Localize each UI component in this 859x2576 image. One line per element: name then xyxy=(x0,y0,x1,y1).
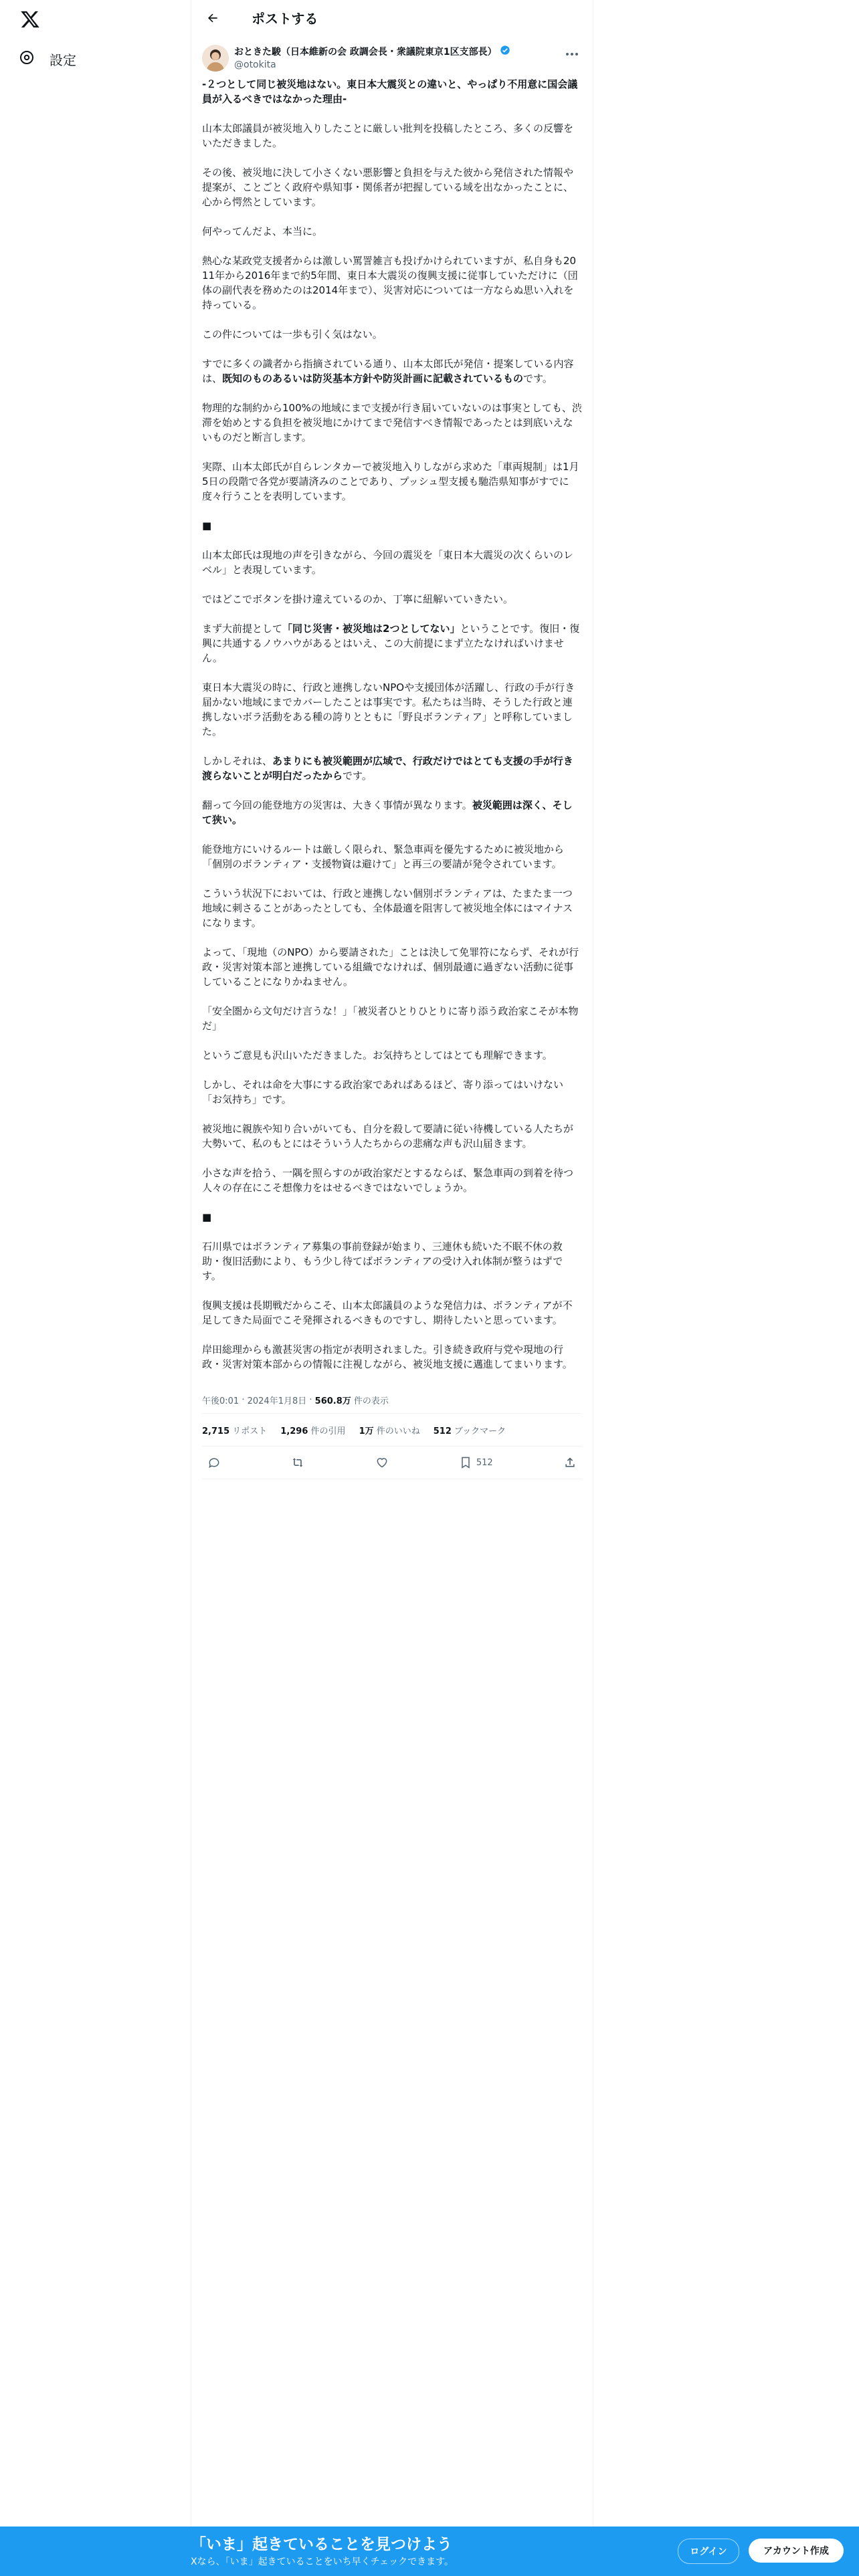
nav-settings[interactable] xyxy=(19,45,76,72)
quotes-stat[interactable] xyxy=(280,1424,345,1436)
likes-label: 件のいいね xyxy=(376,1426,420,1436)
post-paragraph: ではどこでボタンを掛け違えているのか、丁寧に紐解いていきたい。 xyxy=(202,593,514,605)
bookmarks-count: 512 xyxy=(433,1426,452,1436)
quotes-label: 件の引用 xyxy=(310,1426,346,1436)
likes-stat[interactable] xyxy=(359,1424,420,1436)
quotes-count: 1,296 xyxy=(280,1426,308,1436)
left-nav xyxy=(0,0,191,2576)
bookmark-icon xyxy=(459,1456,472,1469)
post-paragraph: しかしそれは、あまりにも被災範囲が広域で、行政だけではとても支援の手が行き渡らないことが明白だったからです。 xyxy=(202,755,573,782)
banner-subtitle: Xなら、「いま」起きていることをいち早くチェックできます。 xyxy=(191,2557,454,2567)
post-paragraph: よって、「現地（のNPO）から要請された」ことは決して免罪符にならず、それが行政・災害対策本部と連携している組織でなければ、個別最適に過ぎない活動に従事していることになりかねません。 xyxy=(202,946,579,988)
post-paragraph: -２つとして同じ被災地はない。東日本大震災との違いと、やっぱり不用意に国会議員が入るべきではなかった理由- xyxy=(202,78,578,105)
post-time[interactable]: 午後0:01 xyxy=(202,1396,240,1406)
section-divider: ■ xyxy=(202,1211,212,1223)
post-paragraph: 能登地方にいけるルートは厳しく限られ、緊急車両を優先するために被災地から「個別のボランティア・支援物資は避けて」と再三の要請が発令されています。 xyxy=(202,843,564,870)
x-logo-icon[interactable] xyxy=(20,9,40,29)
post-paragraph: この件については一歩も引く気はない。 xyxy=(202,328,383,340)
reply-icon xyxy=(207,1456,221,1469)
action-bar xyxy=(202,1446,582,1479)
post-paragraph: 復興支援は長期戦だからこそ、山本太郎議員のような発信力は、ボランティアが不足してきた局面でこそ発揮されるべきものですし、期待したいと思っています。 xyxy=(202,1299,573,1326)
login-button[interactable]: ログイン xyxy=(678,2539,739,2564)
bookmarks-label: ブックマーク xyxy=(454,1426,506,1436)
bold-emphasis: 被災範囲は深く、そして狭い。 xyxy=(202,799,573,826)
post-paragraph: 実際、山本太郎氏が自らレンタカーで被災地入りしながら求めた「車両規制」は1月5日の段階で各党が要請済みのことであり、プッシュ型支援も馳浩県知事がすでに度々行うことを表明しています。 xyxy=(202,461,579,502)
repost-button[interactable] xyxy=(291,1456,304,1469)
signup-button[interactable]: アカウント作成 xyxy=(749,2539,844,2563)
post-paragraph: 小さな声を拾う、一隅を照らすのが政治家だとするならば、緊急車両の到着を待つ人々の存在にこそ想像力をはせるべきではないでしょうか。 xyxy=(202,1167,574,1194)
settings-label: 設定 xyxy=(50,51,76,68)
header xyxy=(191,0,593,35)
likes-count: 1万 xyxy=(359,1426,374,1436)
bookmark-count: 512 xyxy=(476,1457,493,1468)
share-button[interactable] xyxy=(563,1456,577,1469)
post-paragraph: 熱心な某政党支援者からは激しい罵詈雑言も投げかけられていますが、私自身も2011年から2016年まで約5年間、東日本大震災の復興支援に従事していただけに（団体の副代表を務めたのは2014年まで）、災害対応については一方ならぬ思い入れを持っている。 xyxy=(202,255,578,311)
verified-badge-icon xyxy=(500,45,510,58)
author-name: おときた駿（日本維新の会 政調会長・衆議院東京1区支部長） xyxy=(234,47,497,58)
main-column xyxy=(191,0,593,2576)
bold-emphasis: 既知のものあるいは防災基本方針や防災計画に記載されているもの xyxy=(222,372,524,385)
reposts-count: 2,715 xyxy=(202,1426,230,1436)
bold-emphasis: 「同じ災害・被災地は2つとしてない」 xyxy=(282,623,460,635)
post-paragraph: 物理的な制約から100%の地域にまで支援が行き届いていないのは事実としても、渋滞を始めとする負担を被災地にかけてまで発信すべき情報であったとは到底いえないものだと断言します。 xyxy=(202,402,582,443)
signup-banner xyxy=(0,2527,859,2576)
bookmarks-stat[interactable] xyxy=(434,1424,506,1436)
post-paragraph: 何やってんだよ、本当に。 xyxy=(202,225,323,237)
post-paragraph: すでに多くの識者から指摘されている通り、山本太郎氏が発信・提案している内容は、既知のものあるいは防災基本方針や防災計画に記載されているものです。 xyxy=(202,358,574,385)
author-handle[interactable]: @otokita xyxy=(234,60,276,70)
section-divider: ■ xyxy=(202,520,212,532)
bold-emphasis: あまりにも被災範囲が広域で、行政だけではとても支援の手が行き渡らないことが明白だったから xyxy=(202,755,573,782)
banner-title: 「いま」起きていることを見つけよう xyxy=(191,2536,452,2553)
post-paragraph: こういう状況下においては、行政と連携しない個別ボランティアは、たまたま一つ地域に刺さることがあったとしても、全体最適を阻害して被災地全体にはマイナスになります。 xyxy=(202,887,573,929)
share-icon xyxy=(563,1456,577,1469)
post-paragraph: しかし、それは命を大事にする政治家であればあるほど、寄り添ってはいけない「お気持ち」です。 xyxy=(202,1079,564,1105)
heart-icon xyxy=(375,1456,389,1469)
post-paragraph: というご意見も沢山いただきました。お気持ちとしてはとても理解できます。 xyxy=(202,1049,553,1061)
gear-icon xyxy=(19,49,35,68)
view-label: 件の表示 xyxy=(353,1396,389,1406)
post-meta: 午後0:01 · 2024年1月8日 · 560.8万 件の表示 xyxy=(202,1386,582,1414)
post-paragraph: 「安全圏から文句だけ言うな！」「被災者ひとりひとりに寄り添う政治家こそが本物だ」 xyxy=(202,1005,579,1032)
more-options-icon[interactable] xyxy=(562,47,582,61)
post-body xyxy=(191,76,593,1372)
reposts-stat[interactable] xyxy=(202,1424,267,1436)
post-paragraph: 翻って今回の能登地方の災害は、大きく事情が異なります。被災範囲は深く、そして狭い。 xyxy=(202,799,573,826)
post-date[interactable]: 2024年1月8日 xyxy=(247,1396,307,1406)
reposts-label: リポスト xyxy=(232,1426,268,1436)
page-title: ポストする xyxy=(252,11,318,27)
arrow-left-icon xyxy=(206,11,219,25)
post-paragraph: まず大前提として「同じ災害・被災地は2つとしてない」ということです。復旧・復興に共通するノウハウがあるとはいえ、この大前提にまず立たなければいけません。 xyxy=(202,623,580,664)
view-count: 560.8万 xyxy=(314,1396,351,1406)
back-button[interactable] xyxy=(201,6,225,30)
like-button[interactable] xyxy=(375,1456,389,1469)
author-name-row[interactable] xyxy=(234,45,510,58)
post-author xyxy=(191,42,593,76)
reply-button[interactable] xyxy=(207,1456,221,1469)
bookmark-button[interactable] xyxy=(459,1456,493,1469)
post-paragraph: その後、被災地に決して小さくない悪影響と負担を与えた彼から発信された情報や提案が、ことごとく政府や県知事・関係者が把握している域を出なかったことに、心から愕然としています。 xyxy=(202,167,574,208)
post-paragraph: 石川県ではボランティア募集の事前登録が始まり、三連休も続いた不眠不休の救助・復旧活動により、もう少し待てばボランティアの受け入れ体制が整うはずです。 xyxy=(202,1241,563,1282)
post-paragraph: 山本太郎氏は現地の声を引きながら、今回の震災を「東日本大震災の次くらいのレベル」と表現しています。 xyxy=(202,549,574,576)
post-paragraph: 被災地に親族や知り合いがいても、自分を殺して要請に従い待機している人たちが大勢いて、私のもとにはそういう人たちからの悲痛な声も沢山届きます。 xyxy=(202,1123,574,1150)
avatar[interactable] xyxy=(202,45,229,72)
post-paragraph: 東日本大震災の時に、行政と連携しないNPOや支援団体が活躍し、行政の手が行き届かない地域にまでカバーしたことは事実です。私たちは当時、そうした行政と連携しないボラ活動をある種の誇りとともに「野良ボランティア」と呼称していました。 xyxy=(202,681,575,738)
post-paragraph: 岸田総理からも激甚災害の指定が表明されました。引き続き政府与党や現地の行政・災害対策本部からの情報に注視しながら、被災地支援に邁進してまいります。 xyxy=(202,1344,573,1370)
repost-icon xyxy=(291,1456,304,1469)
post-paragraph: 山本太郎議員が被災地入りしたことに厳しい批判を投稿したところ、多くの反響をいただきました。 xyxy=(202,122,574,149)
engagement-stats xyxy=(202,1414,582,1446)
